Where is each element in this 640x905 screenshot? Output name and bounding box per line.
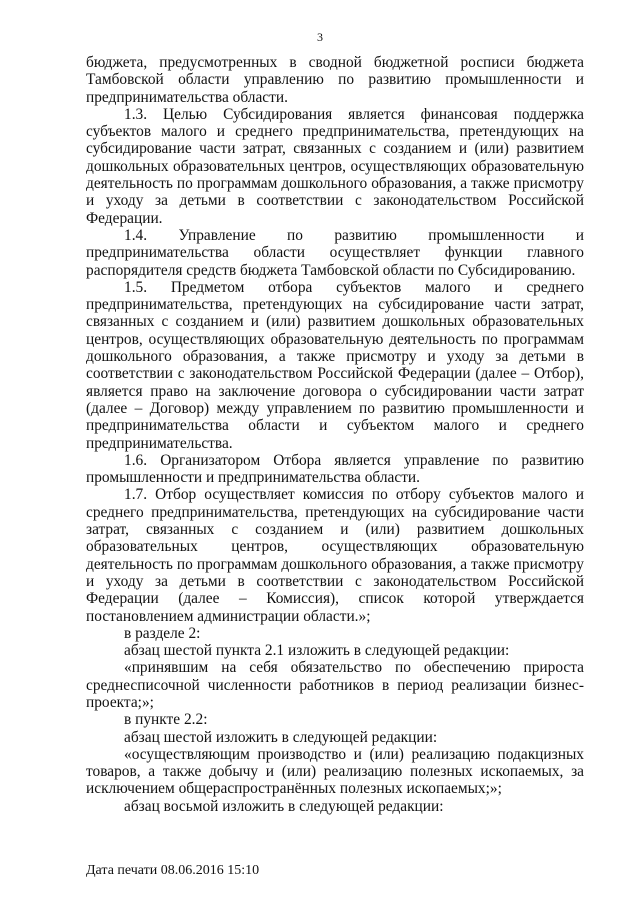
paragraph: абзац шестой изложить в следующей редакции: bbox=[124, 728, 438, 746]
paragraph: 1.4. Управление по развитию промышленности и предпринимательства области осуществляет функции главного распорядителя средств бюджета Тамбовской области по Субсидированию. bbox=[86, 226, 584, 279]
paragraph: 1.7. Отбор осуществляет комиссия по отбору субъектов малого и среднего предпринимательства, претендующих на субсидирование части затрат, связанных с созданием и (или) развитием дошкольных образовательных центров, осуществляющих образовательную деятельность по программам дошкольного образования, а также присмотру и уходу за детьми в соответствии с законодательством Российской Федерации (далее – Комиссия), список которой утверждается постановлением администрации области.»; bbox=[86, 486, 584, 625]
paragraph: 1.3. Целью Субсидирования является финансовая поддержка субъектов малого и среднего предпринимательства, претендующих на субсидирование части затрат, связанных с созданием и (или) развитием дошкольных образовательных центров, осуществляющих образовательную деятельность по программам дошкольного образования, а также присмотру и уходу за детьми в соответствии с законодательством Российской Федерации. bbox=[86, 105, 584, 227]
document-body bbox=[86, 54, 584, 815]
print-date-footer: Дата печати 08.06.2016 15:10 bbox=[86, 863, 260, 878]
paragraph: 1.6. Организатором Отбора является управление по развитию промышленности и предпринимательства области. bbox=[86, 451, 584, 487]
paragraph: «принявшим на себя обязательство по обеспечению прироста среднесписочной численности работников в период реализации бизнес-проекта;»; bbox=[86, 659, 584, 711]
paragraph: «осуществляющим производство и (или) реализацию подакцизных товаров, а также добычу и (или) реализацию полезных ископаемых, за исключением общераспространённых полезных ископаемых;»; bbox=[86, 745, 584, 798]
paragraph: абзац восьмой изложить в следующей редакции: bbox=[124, 797, 444, 815]
page-number: 3 bbox=[317, 30, 323, 44]
paragraph: бюджета, предусмотренных в сводной бюджетной росписи бюджета Тамбовской области управлению по развитию промышленности и предпринимательства области. bbox=[86, 54, 584, 106]
paragraph: в разделе 2: bbox=[124, 624, 201, 642]
paragraph: 1.5. Предметом отбора субъектов малого и среднего предпринимательства, претендующих на субсидирование части затрат, связанных с созданием и (или) развитием дошкольных образовательных центров, осуществляющих образовательную деятельность по программам дошкольного образования, а также присмотру и уходу за детьми в соответствии с законодательством Российской Федерации (далее – Отбор), является право на заключение договора о субсидировании части затрат (далее – Договор) между управлением по развитию промышленности и предпринимательства области и субъектом малого и среднего предпринимательства. bbox=[86, 278, 584, 452]
paragraph: в пункте 2.2: bbox=[124, 711, 208, 729]
paragraph: абзац шестой пункта 2.1 изложить в следующей редакции: bbox=[124, 642, 510, 660]
